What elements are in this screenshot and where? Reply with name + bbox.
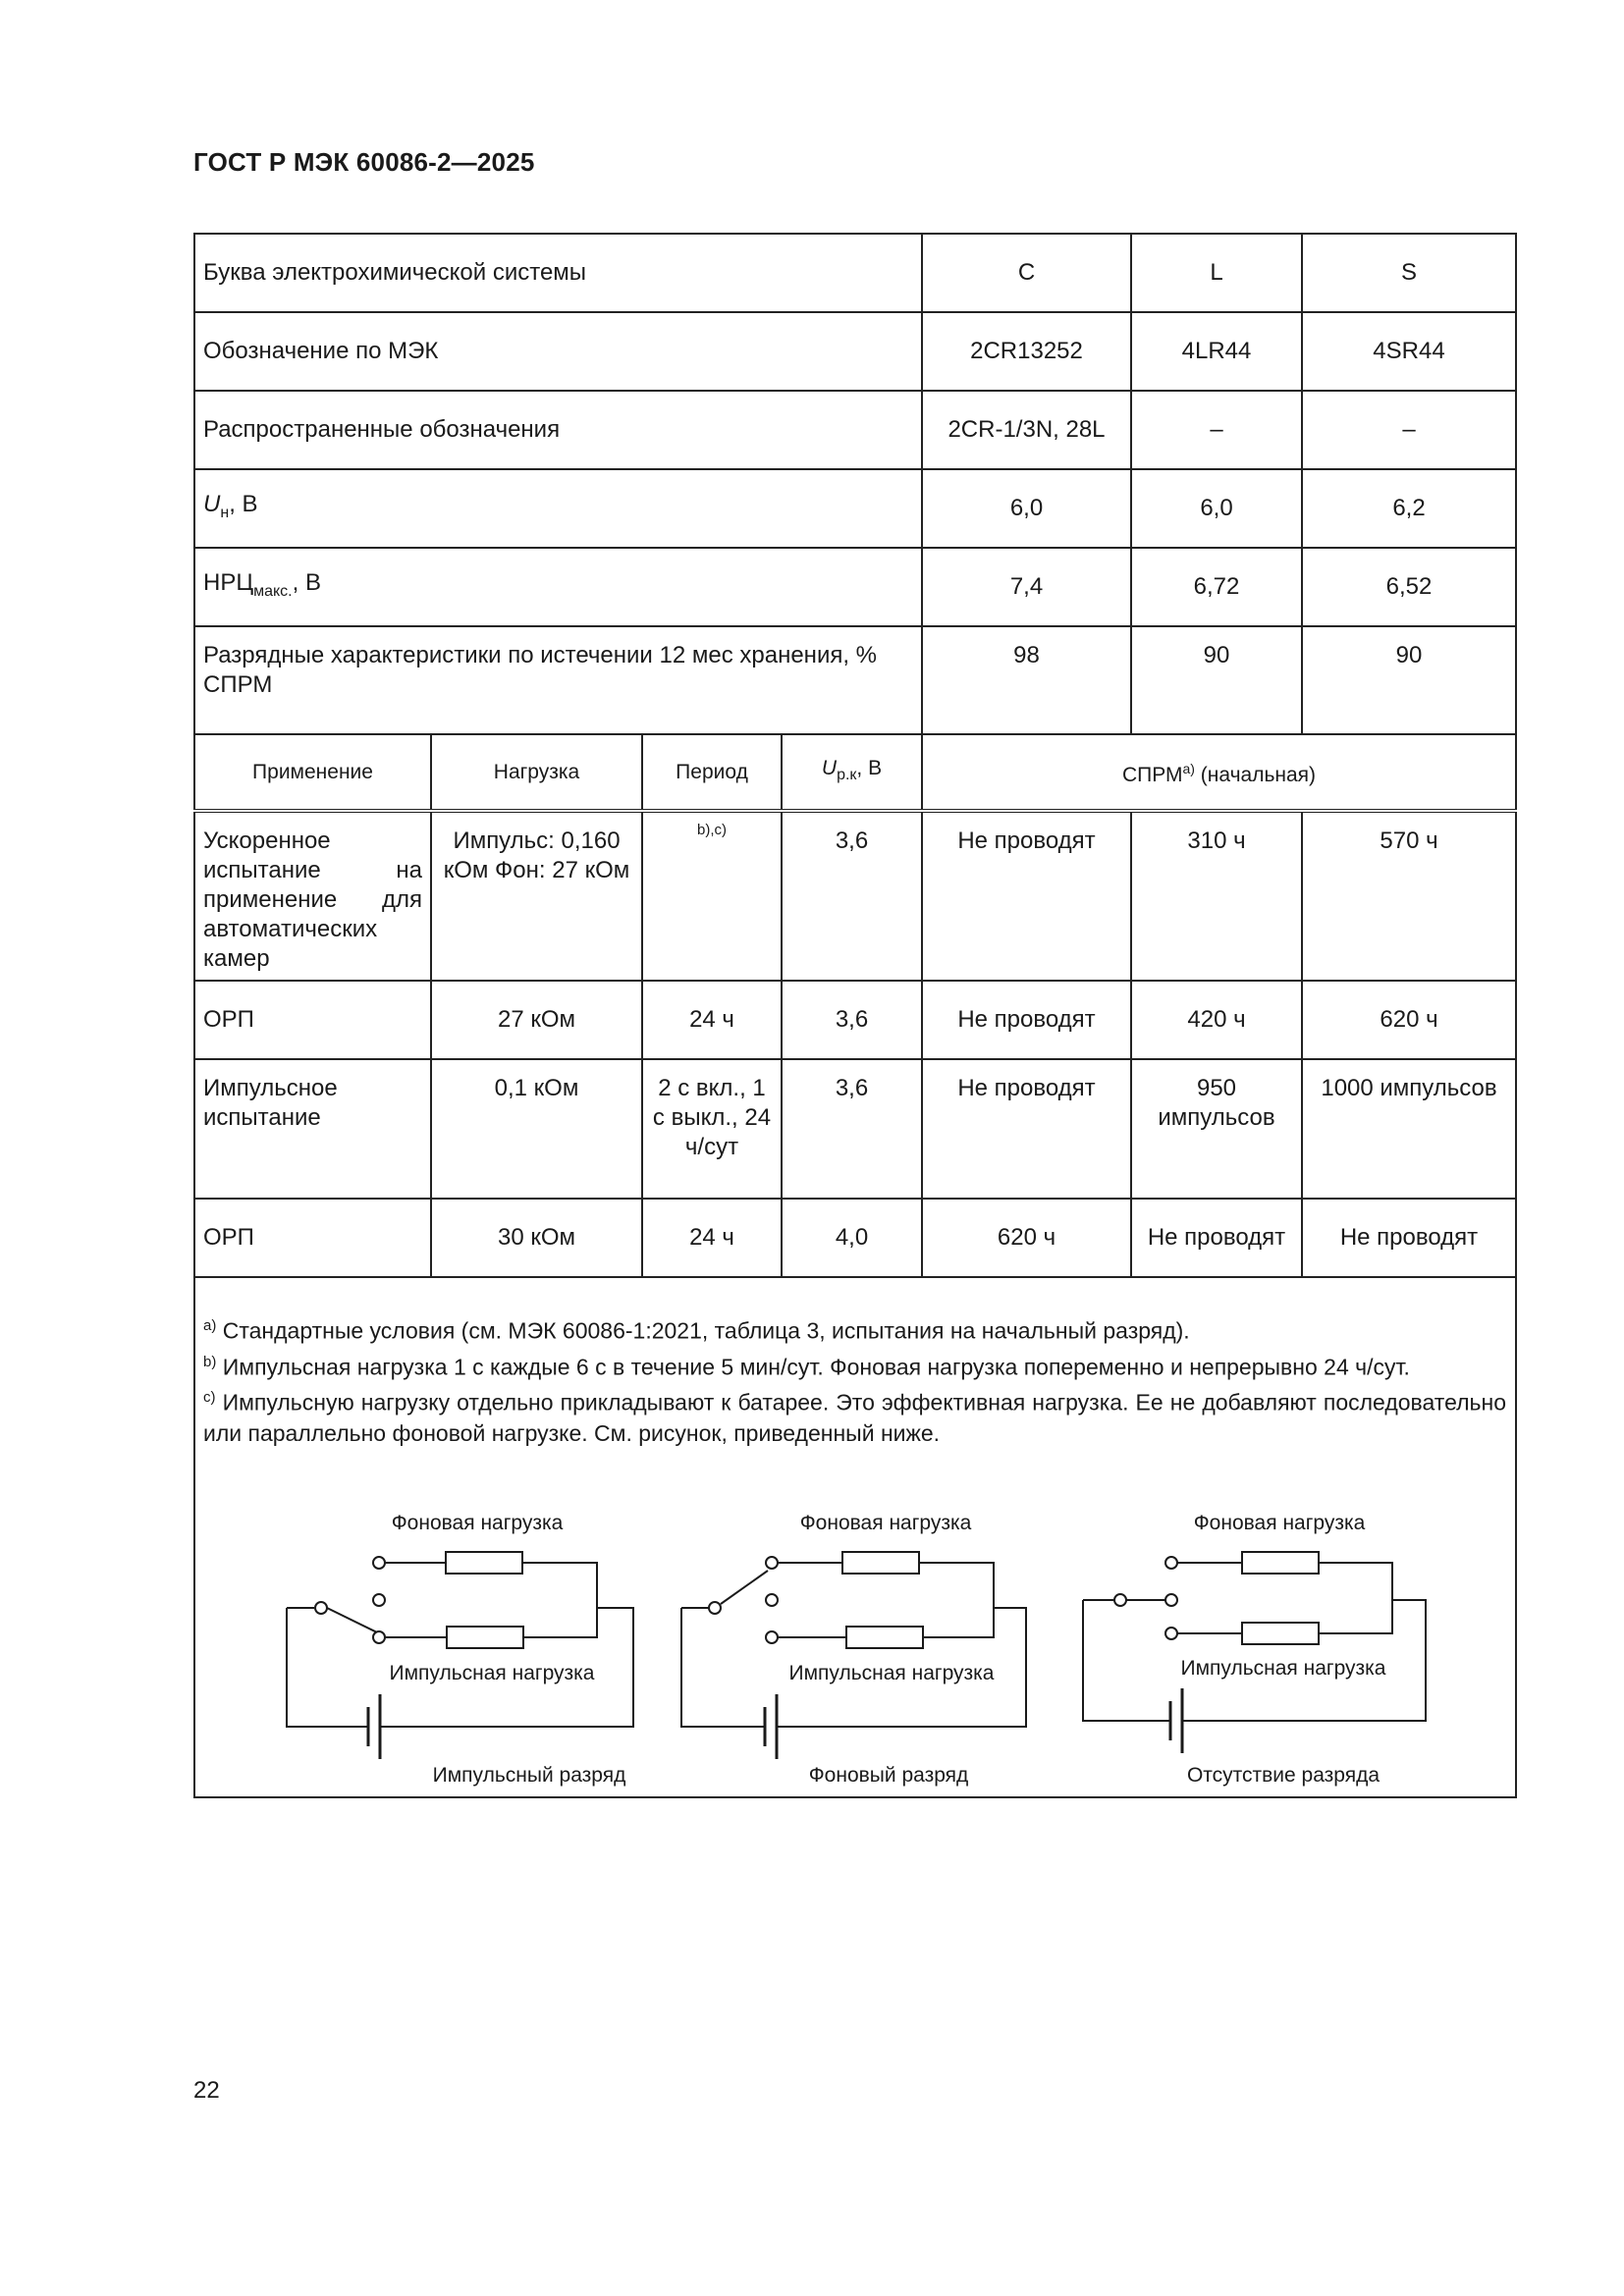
row1-l: 310 ч [1131,811,1302,981]
col-voltage: $U_{р.к}$, В [782,734,922,811]
row4-c: 620 ч [922,1199,1131,1277]
discharge-row [194,626,1516,734]
common-s: – [1302,391,1516,469]
row1-voltage: 3,6 [782,811,922,981]
column-header-row [194,734,1516,811]
row3-l: 950 импульсов [1131,1059,1302,1199]
row4-period: 24 ч [642,1199,782,1277]
row3-c: Не проводят [922,1059,1131,1199]
note-b: $^{b)}$ Импульсная нагрузка 1 с каждые 6 с в течение 5 мин/сут. Фоновая нагрузка попеременно и непрерывно 24 ч/сут. [203,1353,1410,1380]
row1-c: Не проводят [922,811,1131,981]
row4-s: Не проводят [1302,1199,1516,1277]
diagram2-top-label: Фоновая нагрузка [799,1512,972,1534]
diagram3-top-label: Фоновая нагрузка [1193,1512,1366,1534]
un-label: $U_н$, В [194,469,922,548]
row3-period: 2 с вкл., 1 с выкл., 24 ч/сут [642,1059,782,1199]
row2-c: Не проводят [922,981,1131,1059]
col-spm: СПРМ$^{a)}$ (начальная) [922,734,1516,811]
row3-application: Импульсное испытание [194,1059,431,1199]
nrc-c: 7,4 [922,548,1131,626]
iec-l: 4LR44 [1131,312,1302,391]
row1-s: 570 ч [1302,811,1516,981]
row2-voltage: 3,6 [782,981,922,1059]
iec-label: Обозначение по МЭК [194,312,922,391]
discharge-l: 90 [1131,626,1302,734]
system-l: L [1131,234,1302,312]
common-row [194,391,1516,469]
nrc-row [194,548,1516,626]
system-c: C [922,234,1131,312]
diagram1-top-label: Фоновая нагрузка [391,1512,564,1534]
col-load: Нагрузка [431,734,642,811]
row3-s: 1000 импульсов [1302,1059,1516,1199]
row3-load: 0,1 кОм [431,1059,642,1199]
iec-row [194,312,1516,391]
diagram1-bottom-label: Импульсная нагрузка [389,1662,595,1684]
row4-application: ОРП [194,1199,431,1277]
diagram2-bottom-label: Импульсная нагрузка [788,1662,995,1684]
iec-s: 4SR44 [1302,312,1516,391]
row4-voltage: 4,0 [782,1199,922,1277]
table-row [194,1059,1516,1199]
table-row [194,811,1516,981]
row1-load: Импульс: 0,160 кОм Фон: 27 кОм [431,811,642,981]
table-row [194,1199,1516,1277]
un-c: 6,0 [922,469,1131,548]
row1-period: b),c) [642,811,782,981]
system-s: S [1302,234,1516,312]
diagram-pulse-discharge [287,1552,633,1759]
common-c: 2CR-1/3N, 28L [922,391,1131,469]
table-notes [203,1310,1506,1449]
diagram1-caption: Импульсный разряд [432,1764,626,1787]
nrc-l: 6,72 [1131,548,1302,626]
row4-l: Не проводят [1131,1199,1302,1277]
diagram3-bottom-label: Импульсная нагрузка [1180,1657,1386,1680]
diagram-background-discharge [681,1552,1026,1759]
nrc-label: $НРЦ_{макс.}$, В [194,548,922,626]
circuit-diagrams [193,1492,1515,1796]
system-row [194,234,1516,312]
page-number: 22 [193,2077,220,2104]
diagram2-caption: Фоновый разряд [808,1764,969,1787]
un-row [194,469,1516,548]
diagram-no-discharge [1083,1552,1426,1753]
row2-application: ОРП [194,981,431,1059]
common-label: Распространенные обозначения [194,391,922,469]
un-s: 6,2 [1302,469,1516,548]
discharge-label: Разрядные характеристики по истечении 12 мес хранения, % СПРМ [194,626,922,734]
note-c: $^{c)}$ Импульсную нагрузку отдельно прикладывают к батарее. Это эффективная нагрузка. Ее не добавляют последовательно или параллельно фоновой нагрузке. См. рисунок, приведенный ниже. [203,1389,1506,1446]
row2-period: 24 ч [642,981,782,1059]
row2-s: 620 ч [1302,981,1516,1059]
common-l: – [1131,391,1302,469]
row1-application: Ускоренное испытание на применение для автоматических камер [194,811,431,981]
nrc-s: 6,52 [1302,548,1516,626]
row2-load: 27 кОм [431,981,642,1059]
col-period: Период [642,734,782,811]
discharge-c: 98 [922,626,1131,734]
discharge-s: 90 [1302,626,1516,734]
iec-c: 2CR13252 [922,312,1131,391]
col-application: Применение [194,734,431,811]
note-a: $^{a)}$ Стандартные условия (см. МЭК 60086-1:2021, таблица 3, испытания на начальный разряд). [203,1317,1190,1344]
table-row [194,981,1516,1059]
document-header: ГОСТ Р МЭК 60086-2—2025 [193,147,535,177]
un-l: 6,0 [1131,469,1302,548]
diagram3-caption: Отсутствие разряда [1186,1764,1380,1787]
system-label: Буква электрохимической системы [194,234,922,312]
row3-voltage: 3,6 [782,1059,922,1199]
row4-load: 30 кОм [431,1199,642,1277]
row2-l: 420 ч [1131,981,1302,1059]
